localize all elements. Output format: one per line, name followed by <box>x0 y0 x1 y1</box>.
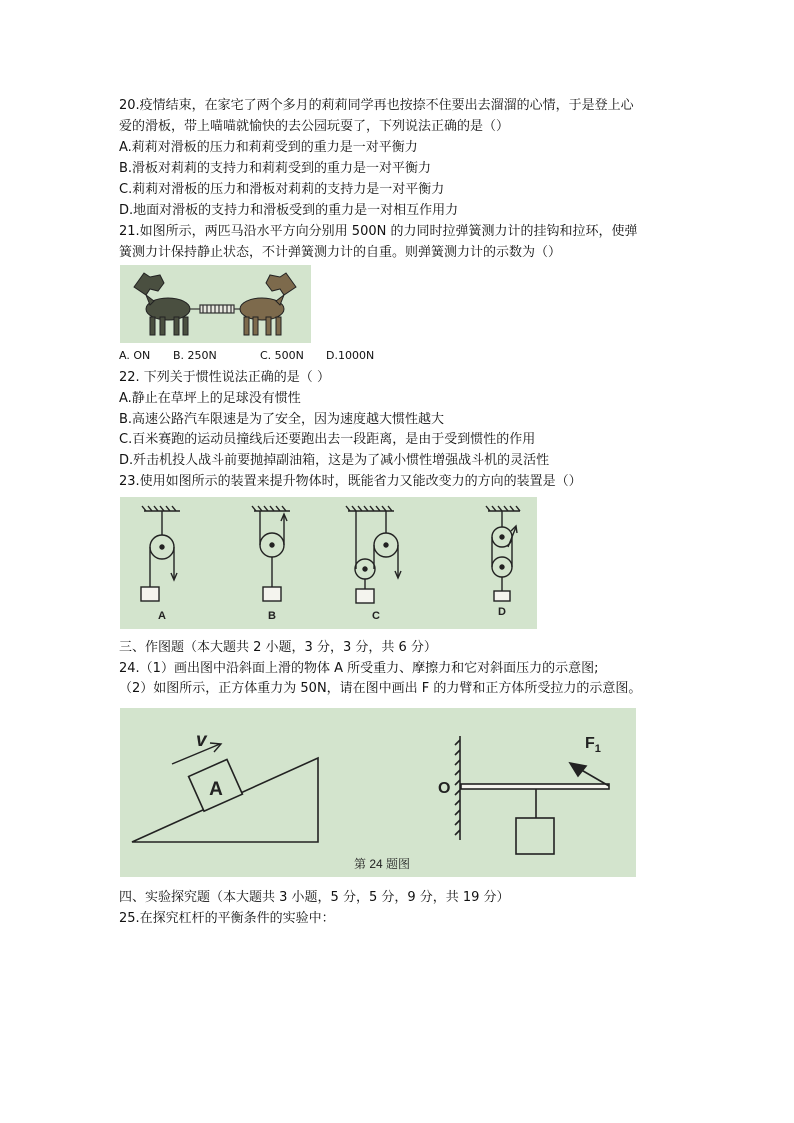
q22-option-d: D.歼击机投人战斗前要抛掉副油箱，这是为了减小惯性增强战斗机的灵活性 <box>119 453 550 468</box>
force-f-subscript: 1 <box>594 743 601 755</box>
incline-diagram <box>132 743 318 842</box>
q24-part1: 24.（1）画出图中沿斜面上滑的物体 A 所受重力、摩擦力和它对斜面压力的示意图; <box>119 661 599 676</box>
q20-stem-line2: 爱的滑板，带上喵喵就愉快的去公园玩耍了，下列说法正确的是（） <box>119 119 510 134</box>
section-3-heading: 三、作图题（本大题共 2 小题，3 分，3 分，共 6 分） <box>119 640 437 655</box>
q22-option-a: A.静止在草坪上的足球没有惯性 <box>119 391 301 406</box>
force-f1-label <box>585 735 601 755</box>
figure-24-caption: 第 24 题图 <box>353 857 411 871</box>
pulley-a-diagram <box>141 506 180 601</box>
section-4-heading: 四、实验探究题（本大题共 3 小题，5 分，5 分，9 分，共 19 分） <box>119 890 510 905</box>
q22-option-c: C.百米赛跑的运动员撞线后还要跑出去一段距离，是由于受到惯性的作用 <box>119 432 536 447</box>
force-f-letter: F <box>585 735 595 752</box>
pulley-figure <box>120 497 537 629</box>
lever-diagram <box>455 736 609 854</box>
pulley-label-b: B <box>268 610 276 622</box>
q20-stem-line1: 20.疫情结束，在家宅了两个多月的莉莉同学再也按捺不住要出去溜溜的心情，于是登上心 <box>119 98 634 113</box>
q21-stem-line2: 簧测力计保持静止状态，不计弹簧测力计的自重。则弹簧测力计的示数为（） <box>119 245 562 260</box>
q21-option-b: B. 250N <box>173 349 217 362</box>
q20-option-a: A.莉莉对滑板的压力和莉莉受到的重力是一对平衡力 <box>119 140 418 155</box>
q21-option-d: D.1000N <box>326 349 375 362</box>
left-horse-image <box>134 273 190 335</box>
q20-option-d: D.地面对滑板的支持力和滑板受到的重力是一对相互作用力 <box>119 203 459 218</box>
pulley-b-diagram <box>252 506 290 601</box>
q23-stem: 23.使用如图所示的装置来提升物体时，既能省力又能改变力的方向的装置是（） <box>119 474 582 489</box>
pulley-label-a: A <box>158 610 166 622</box>
q20-option-b: B.滑板对莉莉的支持力和莉莉受到的重力是一对平衡力 <box>119 161 432 176</box>
pulley-label-c: C <box>372 610 380 622</box>
pulley-d-diagram <box>486 506 520 601</box>
velocity-label: v <box>196 730 207 751</box>
right-horse-image <box>240 273 296 335</box>
q22-stem: 22. 下列关于惯性说法正确的是（ ） <box>119 370 330 385</box>
spring-scale-image <box>190 305 244 313</box>
pivot-o-label: O <box>438 780 451 797</box>
q24-part2: （2）如图所示，正方体重力为 50N，请在图中画出 F 的力臂和正方体所受拉力的示意图。 <box>119 681 642 696</box>
q20-option-c: C.莉莉对滑板的压力和滑板对莉莉的支持力是一对平衡力 <box>119 182 445 197</box>
q21-option-c: C. 500N <box>260 349 304 362</box>
q25-stem: 25.在探究杠杆的平衡条件的实验中： <box>119 911 335 926</box>
q21-stem-line1: 21.如图所示，两匹马沿水平方向分别用 500N 的力同时拉弹簧测力计的挂钩和拉环，使弹 <box>119 224 638 239</box>
q21-option-a: A. ON <box>119 349 151 362</box>
pulley-c-diagram <box>346 506 401 603</box>
block-a-label: A <box>209 779 223 800</box>
pulley-label-d: D <box>498 606 506 618</box>
q22-option-b: B.高速公路汽车限速是为了安全，因为速度越大惯性越大 <box>119 412 445 427</box>
horses-spring-scale-figure <box>120 265 311 343</box>
q24-figure <box>120 708 636 877</box>
